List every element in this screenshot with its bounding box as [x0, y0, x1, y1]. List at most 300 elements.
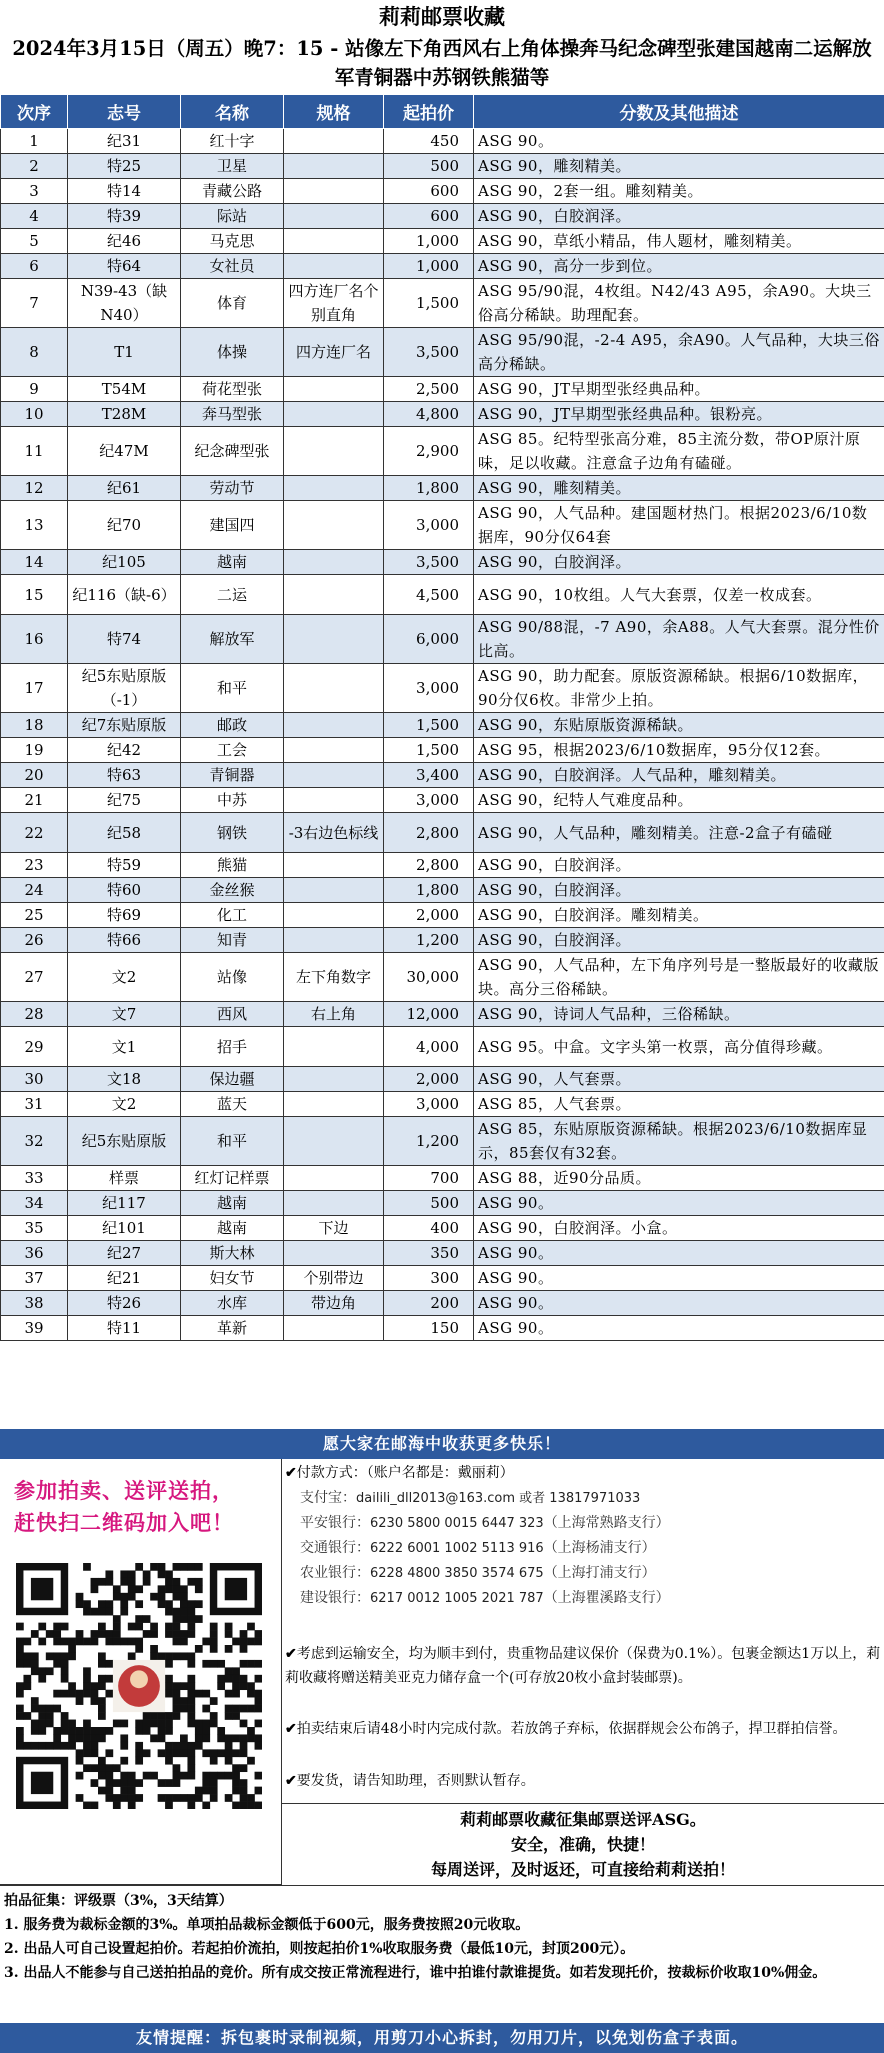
col-header-code: 志号 [68, 95, 181, 129]
cell-name: 保边疆 [181, 1067, 284, 1092]
table-row [1, 1191, 884, 1216]
cell-spec [284, 129, 384, 154]
cell-name: 工会 [181, 738, 284, 763]
cell-code: 纪105 [68, 550, 181, 575]
tip-banner: 友情提醒：拆包裹时录制视频，用剪刀小心拆封，勿用刀片，以免划伤盒子表面。 [0, 2023, 884, 2053]
cell-index: 6 [1, 254, 68, 279]
cell-name: 中苏 [181, 788, 284, 813]
cell-start-price: 300 [384, 1266, 474, 1291]
cell-description: ASG 85。纪特型张高分难，85主流分数，带OP原汁原味，足以收藏。注意盒子边角有磕碰。 [474, 427, 884, 476]
rule-item: 3. 出品人不能参与自己送拍拍品的竞价。所有成交按正常流程进行，谁中拍谁付款谁提货。如若发现托价，按裁标价收取10%佣金。 [4, 1965, 827, 1981]
cell-description: ASG 90，2套一组。雕刻精美。 [474, 179, 884, 204]
cell-start-price: 1,800 [384, 878, 474, 903]
cell-spec [284, 1191, 384, 1216]
rule-item: 1. 服务费为裁标金额的3%。单项拍品裁标金额低于600元，服务费按照20元收取。 [4, 1917, 530, 1933]
table-row [1, 402, 884, 427]
cell-name: 卫星 [181, 154, 284, 179]
cell-index: 28 [1, 1002, 68, 1027]
cell-index: 22 [1, 813, 68, 853]
cell-spec [284, 427, 384, 476]
cell-code: 特59 [68, 853, 181, 878]
cell-start-price: 700 [384, 1166, 474, 1191]
cell-name: 越南 [181, 550, 284, 575]
cell-index: 21 [1, 788, 68, 813]
cell-spec [284, 1166, 384, 1191]
cell-index: 31 [1, 1092, 68, 1117]
cell-spec [284, 476, 384, 501]
cell-spec: 下边 [284, 1216, 384, 1241]
cell-start-price: 1,200 [384, 1117, 474, 1166]
cell-start-price: 3,000 [384, 501, 474, 550]
cell-code: 纪61 [68, 476, 181, 501]
table-row [1, 953, 884, 1002]
check-icon: ✔ [285, 1773, 297, 1789]
table-row [1, 279, 884, 328]
cell-start-price: 30,000 [384, 953, 474, 1002]
alipay-row: 支付宝：dailili_dll2013@163.com 或者 13817971033 [300, 1490, 641, 1506]
table-row [1, 254, 884, 279]
cell-start-price: 4,500 [384, 575, 474, 615]
cell-spec [284, 402, 384, 427]
cell-start-price: 1,000 [384, 254, 474, 279]
table-row [1, 713, 884, 738]
cell-code: 纪42 [68, 738, 181, 763]
cell-code: 文1 [68, 1027, 181, 1067]
cell-start-price: 1,200 [384, 928, 474, 953]
cell-spec [284, 853, 384, 878]
bank-row: 交通银行：6222 6001 1002 5113 916（上海杨浦支行） [300, 1540, 656, 1556]
cell-code: 纪75 [68, 788, 181, 813]
cell-code: 特60 [68, 878, 181, 903]
cell-start-price: 1,500 [384, 279, 474, 328]
cell-index: 27 [1, 953, 68, 1002]
cell-code: 文7 [68, 1002, 181, 1027]
cell-index: 4 [1, 204, 68, 229]
cell-spec [284, 550, 384, 575]
cell-name: 纪念碑型张 [181, 427, 284, 476]
payment-deadline-note: ✔拍卖结束后请48小时内完成付款。若放鸽子弃标，依据群规会公布鸽子，捍卫群拍信誉。 [285, 1721, 847, 1737]
cell-index: 18 [1, 713, 68, 738]
cell-spec [284, 179, 384, 204]
cell-spec: 左下角数字 [284, 953, 384, 1002]
cell-spec [284, 254, 384, 279]
cell-index: 24 [1, 878, 68, 903]
bank-account: 6228 4800 3850 3574 675 [370, 1566, 544, 1581]
cell-spec: 带边角 [284, 1291, 384, 1316]
cell-description: ASG 90。 [474, 1266, 884, 1291]
cell-spec [284, 788, 384, 813]
cell-code: 纪101 [68, 1216, 181, 1241]
table-row [1, 928, 884, 953]
cell-name: 奔马型张 [181, 402, 284, 427]
table-row [1, 204, 884, 229]
table-row [1, 615, 884, 664]
cell-description: ASG 90，白胶润泽。人气品种，雕刻精美。 [474, 763, 884, 788]
cell-description: ASG 90，白胶润泽。雕刻精美。 [474, 903, 884, 928]
cell-name: 二运 [181, 575, 284, 615]
bank-row: 平安银行：6230 5800 0015 6447 323（上海常熟路支行） [300, 1515, 670, 1531]
cell-index: 36 [1, 1241, 68, 1266]
col-header-description: 分数及其他描述 [474, 95, 884, 129]
cell-start-price: 450 [384, 129, 474, 154]
cell-description: ASG 90，高分一步到位。 [474, 254, 884, 279]
cell-name: 劳动节 [181, 476, 284, 501]
cell-start-price: 350 [384, 1241, 474, 1266]
cell-index: 13 [1, 501, 68, 550]
cell-index: 8 [1, 328, 68, 377]
cell-description: ASG 90。 [474, 1316, 884, 1341]
cell-code: 纪70 [68, 501, 181, 550]
cell-start-price: 4,800 [384, 402, 474, 427]
cell-spec [284, 713, 384, 738]
table-row [1, 328, 884, 377]
auction-table [0, 94, 884, 1341]
cell-description: ASG 85，东贴原版资源稀缺。根据2023/6/10数据库显示，85套仅有32套。 [474, 1117, 884, 1166]
cell-name: 青藏公路 [181, 179, 284, 204]
page-title: 莉莉邮票收藏 [379, 4, 505, 29]
cell-code: 特69 [68, 903, 181, 928]
cell-description: ASG 90，人气品种，雕刻精美。注意-2盒子有磕碰 [474, 813, 884, 853]
cell-start-price: 500 [384, 154, 474, 179]
bank-account: 6222 6001 1002 5113 916 [370, 1541, 544, 1556]
cell-name: 红灯记样票 [181, 1166, 284, 1191]
cell-name: 熊猫 [181, 853, 284, 878]
rules-title: 拍品征集：评级票（3%，3天结算） [4, 1893, 233, 1909]
cell-spec [284, 1316, 384, 1341]
cell-start-price: 3,400 [384, 763, 474, 788]
table-row [1, 1266, 884, 1291]
cell-spec [284, 377, 384, 402]
cell-index: 3 [1, 179, 68, 204]
cell-start-price: 500 [384, 1191, 474, 1216]
cell-start-price: 3,000 [384, 664, 474, 713]
table-row [1, 1316, 884, 1341]
cell-code: 文18 [68, 1067, 181, 1092]
cell-name: 青铜器 [181, 763, 284, 788]
cell-description: ASG 90，东贴原版资源稀缺。 [474, 713, 884, 738]
cell-code: 特74 [68, 615, 181, 664]
bank-account: 6230 5800 0015 6447 323 [370, 1516, 544, 1531]
cell-description: ASG 90/88混，-7 A90，余A88。人气大套票。混分性价比高。 [474, 615, 884, 664]
cell-code: 纪21 [68, 1266, 181, 1291]
cell-description: ASG 90，白胶润泽。 [474, 550, 884, 575]
cell-spec: 四方连厂名 [284, 328, 384, 377]
cell-code: 纪46 [68, 229, 181, 254]
cell-index: 11 [1, 427, 68, 476]
cell-code: N39-43（缺N40） [68, 279, 181, 328]
cell-description: ASG 88，近90分品质。 [474, 1166, 884, 1191]
cell-name: 际站 [181, 204, 284, 229]
delivery-note: ✔要发货，请告知助理，否则默认暂存。 [285, 1773, 535, 1789]
payment-info [282, 1459, 884, 1804]
check-icon: ✔ [285, 1465, 297, 1481]
rule-item: 2. 出品人可自己设置起拍价。若起拍价流拍，则按起拍价1%收取服务费（最低10元，封顶200元）。 [4, 1941, 635, 1957]
cell-index: 32 [1, 1117, 68, 1166]
cell-spec: 四方连厂名个别直角 [284, 279, 384, 328]
qr-code-icon[interactable] [16, 1563, 262, 1809]
cell-description: ASG 90，10枚组。人气大套票，仅差一枚成套。 [474, 575, 884, 615]
table-row [1, 788, 884, 813]
cell-index: 29 [1, 1027, 68, 1067]
cell-description: ASG 95。中盒。文字头第一枚票，高分值得珍藏。 [474, 1027, 884, 1067]
cell-name: 和平 [181, 664, 284, 713]
shipping-note: ✔考虑到运输安全，均为顺丰到付，贵重物品建议保价（保费为0.1%）。包裹金额达1万以上，莉莉收藏将赠送精美亚克力储存盒一个(可存放20枚小盒封装邮票)。 [285, 1646, 881, 1686]
promo-line-1: 参加拍卖、送评送拍， [14, 1478, 234, 1503]
join-panel [0, 1459, 282, 1885]
cell-name: 金丝猴 [181, 878, 284, 903]
cell-name: 妇女节 [181, 1266, 284, 1291]
check-icon: ✔ [285, 1646, 297, 1662]
cell-start-price: 1,000 [384, 229, 474, 254]
cell-code: 纪31 [68, 129, 181, 154]
cell-start-price: 2,800 [384, 853, 474, 878]
cell-description: ASG 90。 [474, 129, 884, 154]
table-row [1, 1241, 884, 1266]
table-row [1, 1291, 884, 1316]
cell-name: 斯大林 [181, 1241, 284, 1266]
cell-name: 邮政 [181, 713, 284, 738]
cell-name: 革新 [181, 1316, 284, 1341]
cell-index: 7 [1, 279, 68, 328]
table-row [1, 813, 884, 853]
table-row [1, 575, 884, 615]
table-row [1, 853, 884, 878]
cell-index: 35 [1, 1216, 68, 1241]
cell-start-price: 1,800 [384, 476, 474, 501]
table-row [1, 427, 884, 476]
cell-index: 12 [1, 476, 68, 501]
table-row [1, 229, 884, 254]
table-row [1, 179, 884, 204]
cell-name: 越南 [181, 1216, 284, 1241]
cell-start-price: 150 [384, 1316, 474, 1341]
table-row [1, 501, 884, 550]
table-row [1, 763, 884, 788]
cell-code: T54M [68, 377, 181, 402]
cell-index: 2 [1, 154, 68, 179]
solicit-line-1: 莉莉邮票收藏征集邮票送评ASG。 [460, 1810, 706, 1829]
cell-index: 1 [1, 129, 68, 154]
cell-index: 20 [1, 763, 68, 788]
cell-start-price: 600 [384, 204, 474, 229]
cell-code: 纪5东贴原版 [68, 1117, 181, 1166]
cell-spec [284, 664, 384, 713]
table-row [1, 1216, 884, 1241]
cell-name: 马克思 [181, 229, 284, 254]
cell-name: 越南 [181, 1191, 284, 1216]
cell-index: 10 [1, 402, 68, 427]
cell-name: 招手 [181, 1027, 284, 1067]
cell-code: 文2 [68, 953, 181, 1002]
cell-spec [284, 738, 384, 763]
cell-code: 纪7东贴原版 [68, 713, 181, 738]
promo-line-2: 赶快扫二维码加入吧！ [14, 1510, 234, 1535]
cell-description: ASG 90，白胶润泽。 [474, 928, 884, 953]
table-row [1, 664, 884, 713]
cell-spec [284, 1241, 384, 1266]
cell-code: 纪116（缺-6） [68, 575, 181, 615]
cell-index: 14 [1, 550, 68, 575]
table-row [1, 550, 884, 575]
table-row [1, 1027, 884, 1067]
table-row [1, 476, 884, 501]
consignment-rules [0, 1885, 884, 2023]
cell-index: 15 [1, 575, 68, 615]
cell-code: 纪27 [68, 1241, 181, 1266]
cell-name: 红十字 [181, 129, 284, 154]
cell-index: 38 [1, 1291, 68, 1316]
table-row [1, 1067, 884, 1092]
cell-description: ASG 90。 [474, 1241, 884, 1266]
header [0, 0, 884, 94]
cell-code: 纪58 [68, 813, 181, 853]
cell-index: 9 [1, 377, 68, 402]
cell-code: 样票 [68, 1166, 181, 1191]
table-row [1, 738, 884, 763]
col-header-start-price: 起拍价 [384, 95, 474, 129]
cell-start-price: 2,500 [384, 377, 474, 402]
cell-description: ASG 90，草纸小精品，伟人题材，雕刻精美。 [474, 229, 884, 254]
wish-banner: 愿大家在邮海中收获更多快乐！ [0, 1429, 884, 1459]
alipay-account: dailili_dll2013@163.com 或者 13817971033 [356, 1491, 641, 1506]
bank-account: 6217 0012 1005 2021 787 [370, 1591, 544, 1606]
cell-index: 39 [1, 1316, 68, 1341]
cell-index: 37 [1, 1266, 68, 1291]
check-icon: ✔ [285, 1721, 297, 1737]
auction-table-body [1, 129, 884, 1341]
cell-name: 建国四 [181, 501, 284, 550]
cell-description: ASG 90，白胶润泽。 [474, 878, 884, 903]
cell-code: 纪47M [68, 427, 181, 476]
cell-name: 西风 [181, 1002, 284, 1027]
auction-subtitle: 2024年3月15日（周五）晚7：15 - 站像左下角西风右上角体操奔马纪念碑型张建国越南二运解放军青铜器中苏钢铁熊猫等 [12, 37, 872, 89]
cell-start-price: 1,500 [384, 713, 474, 738]
cell-code: 特63 [68, 763, 181, 788]
cell-description: ASG 90，诗词人气品种，三俗稀缺。 [474, 1002, 884, 1027]
cell-description: ASG 90，雕刻精美。 [474, 154, 884, 179]
cell-index: 25 [1, 903, 68, 928]
col-header-index: 次序 [1, 95, 68, 129]
table-row [1, 903, 884, 928]
cell-name: 钢铁 [181, 813, 284, 853]
cell-start-price: 200 [384, 1291, 474, 1316]
cell-index: 26 [1, 928, 68, 953]
solicit-line-2: 安全，准确，快捷！ [510, 1835, 655, 1854]
cell-name: 女社员 [181, 254, 284, 279]
cell-spec [284, 763, 384, 788]
cell-description: ASG 95，根据2023/6/10数据库，95分仅12套。 [474, 738, 884, 763]
cell-start-price: 3,000 [384, 1092, 474, 1117]
table-row [1, 154, 884, 179]
solicit-box [282, 1804, 884, 1885]
col-header-name: 名称 [181, 95, 284, 129]
cell-code: 特14 [68, 179, 181, 204]
cell-spec [284, 1117, 384, 1166]
cell-spec [284, 204, 384, 229]
cell-start-price: 400 [384, 1216, 474, 1241]
cell-description: ASG 90，白胶润泽。 [474, 853, 884, 878]
info-panel [282, 1459, 884, 1885]
cell-description: ASG 90，纪特人气难度品种。 [474, 788, 884, 813]
cell-name: 水库 [181, 1291, 284, 1316]
cell-spec [284, 1067, 384, 1092]
cell-spec: 右上角 [284, 1002, 384, 1027]
cell-index: 5 [1, 229, 68, 254]
cell-spec [284, 1092, 384, 1117]
cell-spec [284, 1027, 384, 1067]
cell-spec [284, 229, 384, 254]
cell-code: T28M [68, 402, 181, 427]
cell-description: ASG 95/90混，4枚组。N42/43 A95，余A90。大块三俗高分稀缺。助理配套。 [474, 279, 884, 328]
cell-description: ASG 90，雕刻精美。 [474, 476, 884, 501]
cell-name: 蓝天 [181, 1092, 284, 1117]
cell-name: 化工 [181, 903, 284, 928]
cell-index: 34 [1, 1191, 68, 1216]
cell-start-price: 2,000 [384, 1067, 474, 1092]
cell-code: 特25 [68, 154, 181, 179]
cell-start-price: 1,500 [384, 738, 474, 763]
cell-description: ASG 85，人气套票。 [474, 1092, 884, 1117]
cell-spec [284, 903, 384, 928]
table-row [1, 1092, 884, 1117]
cell-description: ASG 95/90混，-2-4 A95，余A90。人气品种，大块三俗高分稀缺。 [474, 328, 884, 377]
cell-code: 特26 [68, 1291, 181, 1316]
cell-description: ASG 90，白胶润泽。 [474, 204, 884, 229]
cell-start-price: 3,500 [384, 550, 474, 575]
cell-description: ASG 90，JT早期型张经典品种。银粉亮。 [474, 402, 884, 427]
cell-spec [284, 501, 384, 550]
cell-code: 特64 [68, 254, 181, 279]
bank-row: 建设银行：6217 0012 1005 2021 787（上海瞿溪路支行） [300, 1590, 670, 1606]
cell-start-price: 2,000 [384, 903, 474, 928]
table-row [1, 1117, 884, 1166]
cell-code: 特11 [68, 1316, 181, 1341]
cell-description: ASG 90，人气品种，左下角序列号是一整版最好的收藏版块。高分三俗稀缺。 [474, 953, 884, 1002]
qr-code-graphic [16, 1563, 262, 1809]
cell-name: 和平 [181, 1117, 284, 1166]
cell-description: ASG 90，人气套票。 [474, 1067, 884, 1092]
cell-index: 33 [1, 1166, 68, 1191]
table-row [1, 1166, 884, 1191]
bank-row: 农业银行：6228 4800 3850 3574 675（上海打浦支行） [300, 1565, 656, 1581]
cell-spec [284, 615, 384, 664]
cell-spec: -3右边色标线 [284, 813, 384, 853]
cell-start-price: 2,800 [384, 813, 474, 853]
cell-name: 荷花型张 [181, 377, 284, 402]
cell-start-price: 3,000 [384, 788, 474, 813]
cell-spec [284, 878, 384, 903]
cell-spec: 个别带边 [284, 1266, 384, 1291]
promo-text [14, 1475, 274, 1539]
cell-index: 16 [1, 615, 68, 664]
cell-code: 特39 [68, 204, 181, 229]
cell-index: 23 [1, 853, 68, 878]
table-row [1, 129, 884, 154]
cell-index: 17 [1, 664, 68, 713]
cell-description: ASG 90，JT早期型张经典品种。 [474, 377, 884, 402]
col-header-spec: 规格 [284, 95, 384, 129]
table-header-row [1, 95, 884, 129]
cell-description: ASG 90，助力配套。原版资源稀缺。根据6/10数据库，90分仅6枚。非常少上拍。 [474, 664, 884, 713]
cell-spec [284, 575, 384, 615]
cell-name: 体操 [181, 328, 284, 377]
cell-name: 站像 [181, 953, 284, 1002]
cell-index: 30 [1, 1067, 68, 1092]
cell-start-price: 6,000 [384, 615, 474, 664]
cell-name: 知青 [181, 928, 284, 953]
cell-spec [284, 928, 384, 953]
payment-method: ✔付款方式：（账户名都是：戴丽莉） [285, 1465, 514, 1481]
